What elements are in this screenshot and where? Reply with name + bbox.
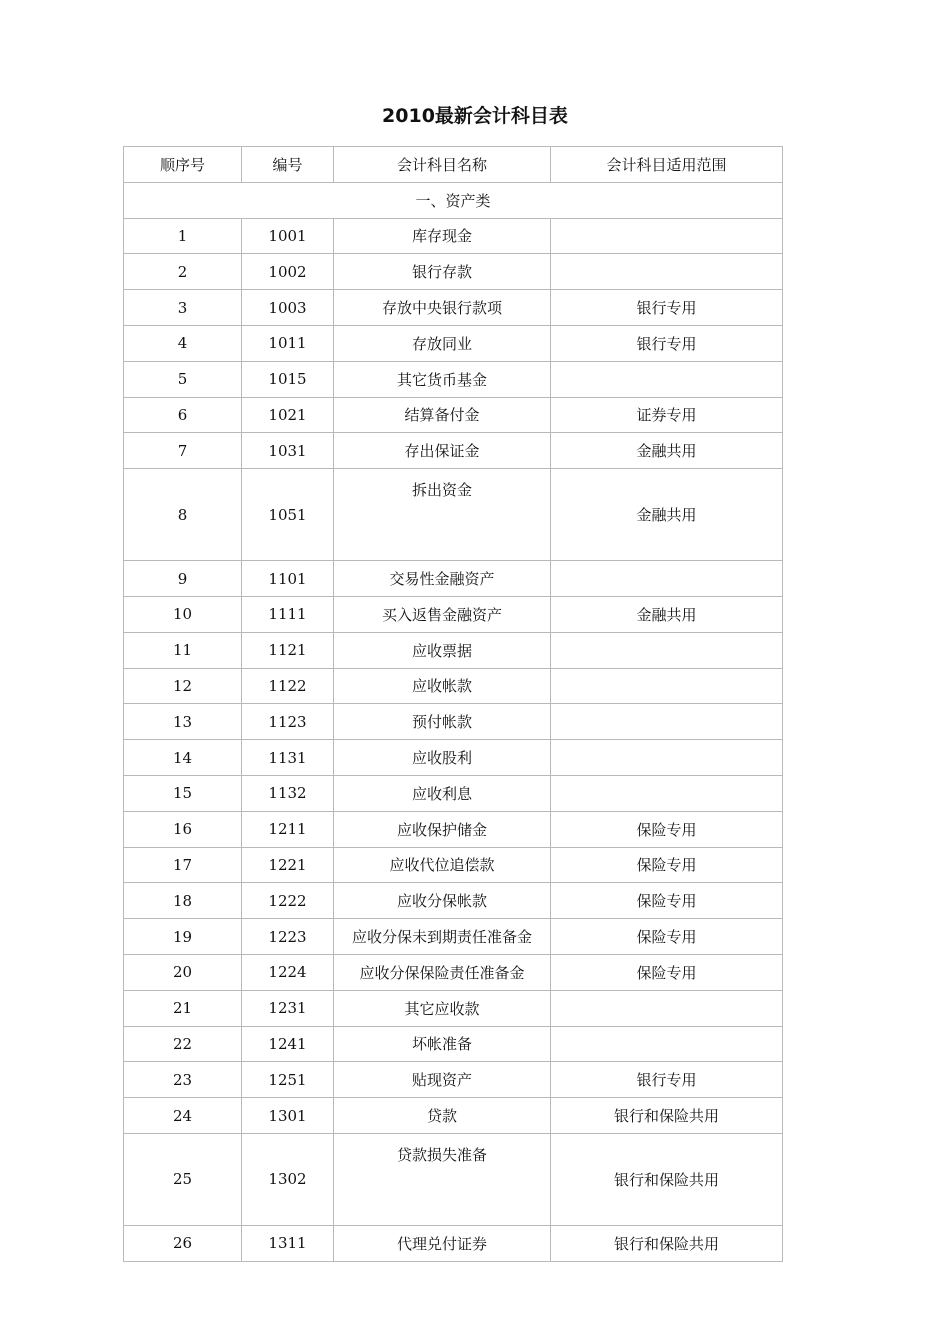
cell-code: 1031	[242, 433, 334, 469]
cell-name: 存出保证金	[334, 433, 551, 469]
cell-name: 应收利息	[334, 775, 551, 811]
cell-name: 贷款损失准备	[334, 1133, 551, 1225]
cell-name: 应收票据	[334, 632, 551, 668]
table-row	[124, 632, 783, 668]
cell-scope	[551, 561, 783, 597]
table-row	[124, 397, 783, 433]
cell-seq: 22	[124, 1026, 242, 1062]
cell-code: 1311	[242, 1225, 334, 1261]
cell-scope	[551, 775, 783, 811]
table-row	[124, 847, 783, 883]
cell-seq: 3	[124, 290, 242, 326]
cell-scope	[551, 668, 783, 704]
header-row	[124, 147, 783, 183]
cell-seq: 9	[124, 561, 242, 597]
cell-name: 贷款	[334, 1098, 551, 1134]
section-row	[124, 182, 783, 218]
header-seq: 顺序号	[124, 147, 242, 183]
cell-code: 1224	[242, 954, 334, 990]
table-row	[124, 433, 783, 469]
header-code: 编号	[242, 147, 334, 183]
cell-seq: 8	[124, 469, 242, 561]
table-row	[124, 954, 783, 990]
cell-scope	[551, 704, 783, 740]
cell-scope	[551, 361, 783, 397]
cell-seq: 20	[124, 954, 242, 990]
cell-code: 1003	[242, 290, 334, 326]
table-row	[124, 668, 783, 704]
cell-scope: 金融共用	[551, 596, 783, 632]
table-row	[124, 740, 783, 776]
cell-name: 应收帐款	[334, 668, 551, 704]
table-row	[124, 290, 783, 326]
table-row	[124, 1026, 783, 1062]
cell-seq: 7	[124, 433, 242, 469]
section-label: 一、资产类	[124, 182, 783, 218]
cell-code: 1002	[242, 254, 334, 290]
cell-name: 预付帐款	[334, 704, 551, 740]
cell-code: 1021	[242, 397, 334, 433]
cell-scope	[551, 254, 783, 290]
cell-seq: 4	[124, 325, 242, 361]
table-row	[124, 1098, 783, 1134]
cell-name: 存放同业	[334, 325, 551, 361]
table-row	[124, 325, 783, 361]
cell-seq: 12	[124, 668, 242, 704]
cell-code: 1222	[242, 883, 334, 919]
cell-code: 1211	[242, 811, 334, 847]
cell-seq: 23	[124, 1062, 242, 1098]
cell-seq: 24	[124, 1098, 242, 1134]
cell-name: 库存现金	[334, 218, 551, 254]
cell-code: 1132	[242, 775, 334, 811]
table-row	[124, 775, 783, 811]
cell-seq: 18	[124, 883, 242, 919]
cell-seq: 10	[124, 596, 242, 632]
cell-code: 1231	[242, 990, 334, 1026]
cell-code: 1301	[242, 1098, 334, 1134]
cell-code: 1221	[242, 847, 334, 883]
cell-seq: 15	[124, 775, 242, 811]
cell-scope: 保险专用	[551, 954, 783, 990]
cell-scope	[551, 740, 783, 776]
table-row	[124, 883, 783, 919]
cell-name: 贴现资产	[334, 1062, 551, 1098]
cell-name: 交易性金融资产	[334, 561, 551, 597]
table-row	[124, 1225, 783, 1261]
cell-scope	[551, 990, 783, 1026]
table-row	[124, 1062, 783, 1098]
cell-code: 1001	[242, 218, 334, 254]
cell-seq: 1	[124, 218, 242, 254]
page-title: 2010最新会计科目表	[382, 105, 568, 127]
cell-scope: 银行专用	[551, 290, 783, 326]
cell-seq: 21	[124, 990, 242, 1026]
cell-code: 1111	[242, 596, 334, 632]
table-row	[124, 1133, 783, 1225]
cell-name: 存放中央银行款项	[334, 290, 551, 326]
cell-name: 其它货币基金	[334, 361, 551, 397]
cell-seq: 26	[124, 1225, 242, 1261]
table-row	[124, 218, 783, 254]
cell-name: 应收股利	[334, 740, 551, 776]
table-row	[124, 361, 783, 397]
cell-scope: 银行专用	[551, 325, 783, 361]
table-row	[124, 596, 783, 632]
cell-code: 1121	[242, 632, 334, 668]
cell-scope: 银行和保险共用	[551, 1098, 783, 1134]
header-name: 会计科目名称	[334, 147, 551, 183]
cell-name: 买入返售金融资产	[334, 596, 551, 632]
cell-code: 1302	[242, 1133, 334, 1225]
cell-seq: 6	[124, 397, 242, 433]
cell-name: 应收分保保险责任准备金	[334, 954, 551, 990]
cell-seq: 11	[124, 632, 242, 668]
cell-scope: 保险专用	[551, 847, 783, 883]
cell-name: 银行存款	[334, 254, 551, 290]
cell-code: 1131	[242, 740, 334, 776]
cell-scope: 银行专用	[551, 1062, 783, 1098]
cell-name: 应收代位追偿款	[334, 847, 551, 883]
cell-seq: 25	[124, 1133, 242, 1225]
cell-name: 应收保护储金	[334, 811, 551, 847]
cell-seq: 19	[124, 919, 242, 955]
cell-seq: 17	[124, 847, 242, 883]
cell-name: 应收分保帐款	[334, 883, 551, 919]
cell-scope: 银行和保险共用	[551, 1225, 783, 1261]
cell-scope: 保险专用	[551, 883, 783, 919]
cell-scope: 保险专用	[551, 811, 783, 847]
cell-code: 1251	[242, 1062, 334, 1098]
cell-name: 应收分保未到期责任准备金	[334, 919, 551, 955]
table-row	[124, 811, 783, 847]
table-row	[124, 561, 783, 597]
cell-scope: 银行和保险共用	[551, 1133, 783, 1225]
cell-name: 代理兑付证券	[334, 1225, 551, 1261]
cell-seq: 5	[124, 361, 242, 397]
table-row	[124, 919, 783, 955]
cell-code: 1241	[242, 1026, 334, 1062]
cell-scope	[551, 1026, 783, 1062]
table-row	[124, 704, 783, 740]
cell-seq: 13	[124, 704, 242, 740]
header-scope: 会计科目适用范围	[551, 147, 783, 183]
cell-code: 1123	[242, 704, 334, 740]
accounts-table-body	[124, 147, 783, 1262]
accounts-table	[123, 146, 783, 1262]
cell-scope	[551, 632, 783, 668]
cell-seq: 14	[124, 740, 242, 776]
cell-scope: 证券专用	[551, 397, 783, 433]
cell-scope: 保险专用	[551, 919, 783, 955]
cell-name: 拆出资金	[334, 469, 551, 561]
cell-scope	[551, 218, 783, 254]
cell-seq: 2	[124, 254, 242, 290]
cell-seq: 16	[124, 811, 242, 847]
table-row	[124, 469, 783, 561]
cell-name: 结算备付金	[334, 397, 551, 433]
table-row	[124, 990, 783, 1026]
cell-code: 1051	[242, 469, 334, 561]
cell-scope: 金融共用	[551, 433, 783, 469]
cell-name: 坏帐准备	[334, 1026, 551, 1062]
cell-code: 1101	[242, 561, 334, 597]
cell-code: 1223	[242, 919, 334, 955]
cell-scope: 金融共用	[551, 469, 783, 561]
table-row	[124, 254, 783, 290]
cell-code: 1011	[242, 325, 334, 361]
cell-code: 1122	[242, 668, 334, 704]
cell-code: 1015	[242, 361, 334, 397]
cell-name: 其它应收款	[334, 990, 551, 1026]
